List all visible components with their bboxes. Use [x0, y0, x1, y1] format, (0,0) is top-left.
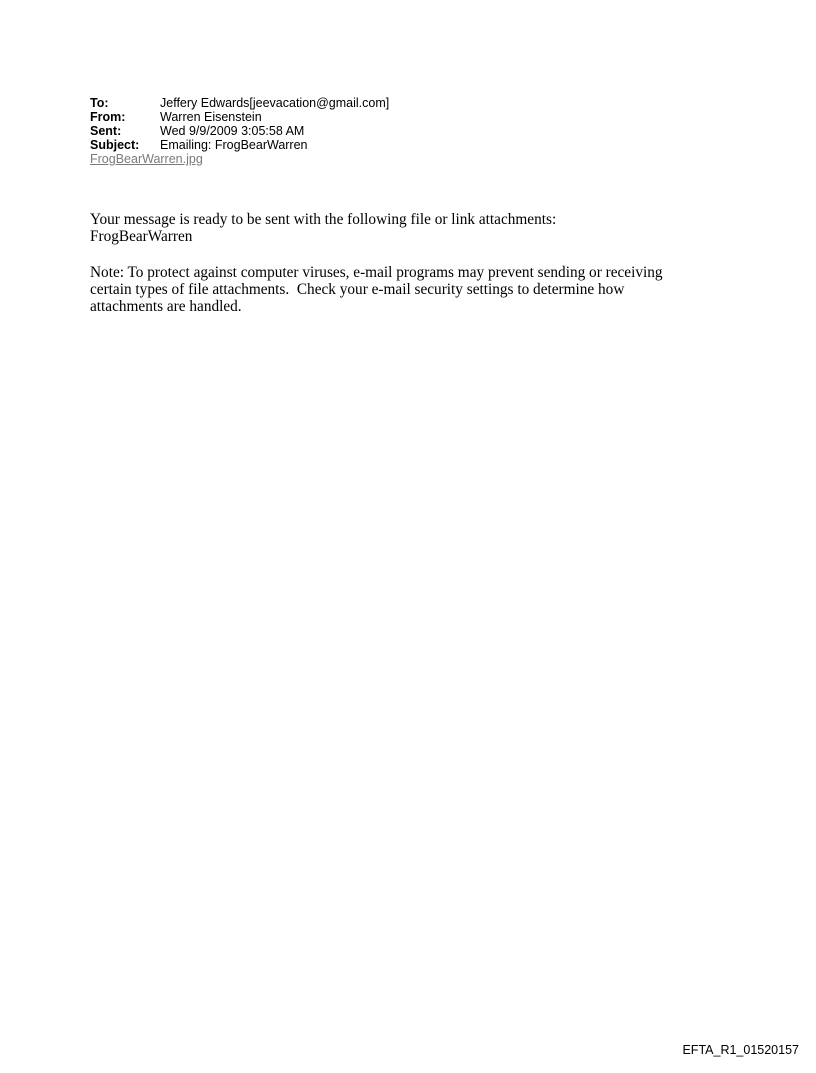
sent-value: Wed 9/9/2009 3:05:58 AM [160, 124, 305, 138]
message-paragraph-1 [90, 211, 556, 245]
sent-row [90, 124, 389, 138]
subject-value: Emailing: FrogBearWarren [160, 138, 308, 152]
to-row [90, 96, 389, 110]
attachment-link[interactable]: FrogBearWarren.jpg [90, 152, 203, 166]
paragraph-2-line-2: certain types of file attachments. Check your e-mail security settings to determine how [90, 281, 625, 298]
to-label: To: [90, 96, 109, 110]
sent-label: Sent: [90, 124, 122, 138]
to-value: Jeffery Edwards[jeevacation@gmail.com] [160, 96, 390, 110]
paragraph-2-line-1: Note: To protect against computer viruses, e-mail programs may prevent sending or receiving [90, 264, 663, 281]
subject-label: Subject: [90, 138, 140, 152]
from-value: Warren Eisenstein [160, 110, 262, 124]
from-row [90, 110, 389, 124]
paragraph-1-line-2: FrogBearWarren [90, 228, 193, 245]
attachment-row [90, 152, 389, 166]
paragraph-2-line-3: attachments are handled. [90, 298, 242, 315]
document-id: EFTA_R1_01520157 [682, 1043, 799, 1057]
from-label: From: [90, 110, 126, 124]
paragraph-1-line-1: Your message is ready to be sent with the following file or link attachments: [90, 211, 557, 228]
email-header [90, 96, 389, 166]
message-paragraph-2 [90, 264, 663, 315]
subject-row [90, 138, 389, 152]
